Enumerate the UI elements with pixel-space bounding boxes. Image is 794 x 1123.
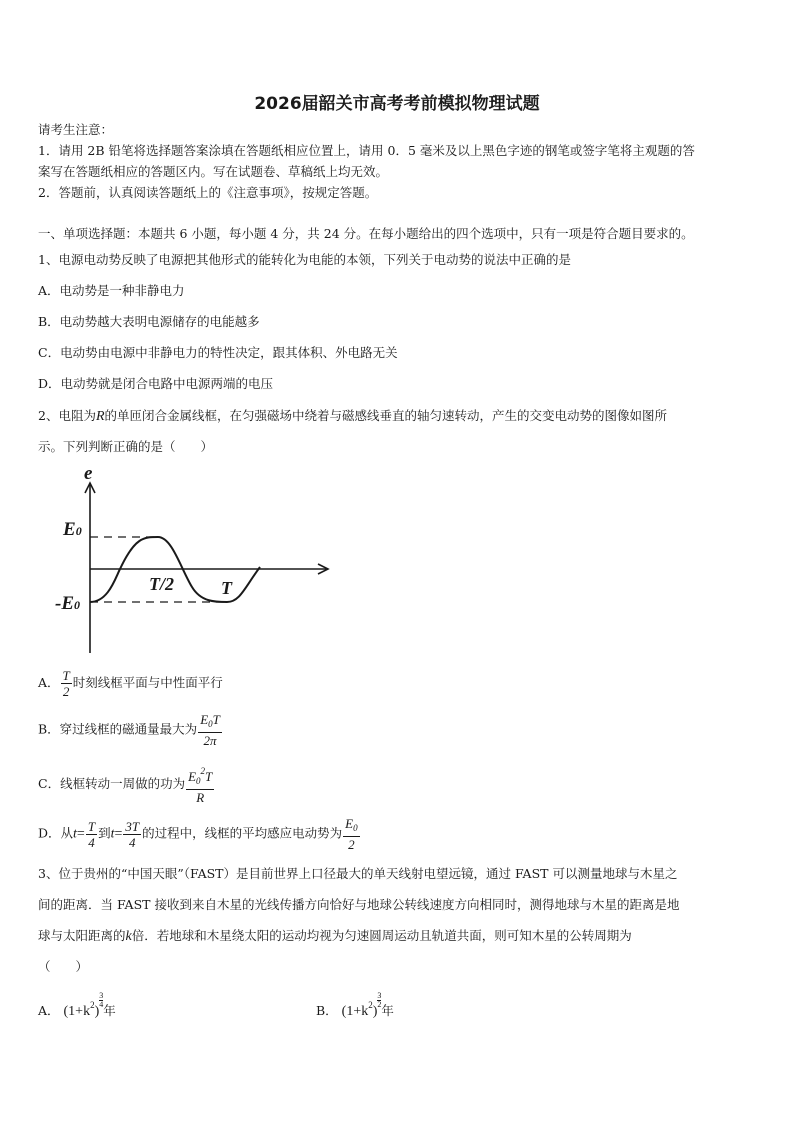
numerator: T bbox=[87, 818, 96, 834]
numerator bbox=[186, 764, 214, 790]
fraction bbox=[343, 816, 359, 852]
q2-stem-part: 2、电阻为 bbox=[38, 408, 96, 423]
e-letter: E bbox=[188, 769, 197, 784]
base: (1+k bbox=[341, 1004, 369, 1019]
q3-stem-line-3 bbox=[38, 926, 632, 945]
unit: 年 bbox=[103, 1003, 116, 1018]
q3-option-b bbox=[316, 992, 394, 1020]
notice-heading: 请考生注意： bbox=[38, 122, 114, 137]
equals-sign: = bbox=[114, 826, 123, 842]
close-paren: ) bbox=[372, 1004, 378, 1019]
denominator: 2 bbox=[62, 684, 70, 699]
q1-option-c: C．电动势由电源中非静电力的特性决定，跟其体积、外电路无关 bbox=[38, 345, 398, 360]
numerator: 3T bbox=[125, 818, 140, 834]
numerator bbox=[343, 816, 359, 837]
denominator: 4 bbox=[128, 834, 136, 850]
subscript: 0 bbox=[196, 776, 201, 786]
q1-stem: 1、电源电动势反映了电源把其他形式的能转化为电能的本领，下列关于电动势的说法中正确的是 bbox=[38, 252, 571, 267]
fraction bbox=[123, 819, 141, 850]
option-prefix: A． bbox=[38, 1003, 60, 1018]
q1-option-a: A．电动势是一种非静电力 bbox=[38, 283, 185, 298]
e-letter: E bbox=[345, 816, 354, 831]
expression bbox=[63, 991, 104, 1019]
option-prefix: C．线框转动一周做的功为 bbox=[38, 776, 186, 791]
q3-stem-part: 倍．若地球和木星绕太阳的运动均视为匀速圆周运动且轨道共面，则可知木星的公转周期为 bbox=[131, 928, 632, 943]
fraction bbox=[186, 764, 214, 805]
numerator: T bbox=[62, 668, 70, 683]
e0-letter: E bbox=[63, 519, 76, 540]
q3-var-k: k bbox=[125, 929, 132, 944]
q2-option-b bbox=[38, 712, 223, 748]
superscript: 2 bbox=[200, 766, 206, 776]
q2-option-c bbox=[38, 764, 215, 805]
emf-graph bbox=[55, 465, 345, 655]
e0-label bbox=[63, 519, 82, 541]
equals-sign: = bbox=[76, 826, 85, 842]
close-paren: ) bbox=[94, 1004, 100, 1019]
superscript: 2 bbox=[368, 1000, 373, 1010]
denominator: 4 bbox=[99, 1000, 104, 1009]
t-letter: T bbox=[212, 712, 220, 727]
unit: 年 bbox=[381, 1003, 394, 1018]
q2-var-r: R bbox=[95, 409, 105, 424]
base: (1+k bbox=[63, 1004, 91, 1019]
fraction bbox=[61, 668, 72, 699]
q3-stem-line-1: 3、位于贵州的“中国天眼”（FAST）是目前世界上口径最大的单天线射电望远镜，通过 FAST 可以测量地球与木星之 bbox=[38, 866, 678, 881]
denominator: 2 bbox=[348, 837, 355, 852]
notice-item-1-line-2: 案写在答题纸相应的答题区内。写在试题卷、草稿纸上均无效。 bbox=[38, 164, 389, 179]
section-heading: 一、单项选择题：本题共 6 小题，每小题 4 分，共 24 分。在每小题给出的四个选项中，只有一项是符合题目要求的。 bbox=[38, 226, 694, 241]
option-text: 的过程中，线框的平均感应电动势为 bbox=[142, 825, 343, 841]
q2-option-a bbox=[38, 668, 223, 699]
q3-stem-line-4: （ ） bbox=[38, 959, 89, 974]
q3-stem-part: 球与太阳距离的 bbox=[38, 928, 126, 943]
numerator: 3 bbox=[99, 991, 104, 1000]
neg-e0-letter: -E bbox=[55, 593, 74, 614]
option-prefix: A． bbox=[38, 675, 60, 690]
option-prefix: D．从 bbox=[38, 825, 74, 841]
q1-option-d: D．电动势就是闭合电路中电源两端的电压 bbox=[38, 376, 274, 391]
notice-item-2: 2．答题前，认真阅读答题纸上的《注意事项》，按规定答题。 bbox=[38, 185, 378, 200]
fraction bbox=[86, 819, 97, 850]
axis-e-label: e bbox=[84, 463, 93, 484]
q2-stem-part: 的单匝闭合金属线框，在匀强磁场中绕着与磁感线垂直的轴匀速转动，产生的交变电动势的图像如图所 bbox=[104, 408, 668, 423]
var-t: t bbox=[73, 826, 77, 842]
q1-option-b: B．电动势越大表明电源储存的电能越多 bbox=[38, 314, 260, 329]
q2-stem-line-1 bbox=[38, 406, 667, 425]
option-prefix: B．穿过线框的磁通量最大为 bbox=[38, 721, 198, 737]
subscript: 0 bbox=[353, 823, 358, 833]
fraction bbox=[198, 712, 222, 748]
option-prefix: B． bbox=[316, 1003, 338, 1018]
denominator: R bbox=[196, 790, 205, 805]
superscript: 2 bbox=[90, 1000, 95, 1010]
expression bbox=[341, 991, 382, 1019]
t-letter: T bbox=[205, 769, 213, 784]
e0-subscript: 0 bbox=[75, 524, 82, 538]
var-t: t bbox=[110, 826, 115, 842]
page-title: 2026届韶关市高考考前模拟物理试题 bbox=[254, 94, 540, 114]
notice-item-1-line-1: 1．请用 2B 铅笔将选择题答案涂填在答题纸相应位置上，请用 0．5 毫米及以上黑色字迹的钢笔或签字笔将主观题的答 bbox=[38, 143, 695, 158]
neg-e0-label bbox=[55, 593, 80, 615]
neg-e0-subscript: 0 bbox=[74, 598, 80, 612]
half-period-label: T/2 bbox=[149, 574, 174, 594]
numerator bbox=[198, 712, 222, 733]
q2-stem-line-2: 示。下列判断正确的是（ ） bbox=[38, 439, 214, 454]
q2-option-d bbox=[38, 816, 361, 852]
option-text: 时刻线框平面与中性面平行 bbox=[72, 675, 223, 690]
e-letter: E bbox=[200, 712, 209, 727]
denominator: 4 bbox=[88, 834, 95, 850]
subscript: 0 bbox=[208, 719, 213, 729]
denominator: 2π bbox=[203, 733, 217, 748]
denominator: 2 bbox=[377, 1000, 382, 1009]
to-word: 到 bbox=[98, 825, 111, 841]
numerator: 3 bbox=[377, 991, 382, 1000]
q3-stem-line-2: 间的距离．当 FAST 接收到来自木星的光线传播方向恰好与地球公转线速度方向相同时，测得地球与木星的距离是地 bbox=[38, 897, 680, 912]
period-label: T bbox=[221, 578, 232, 598]
q3-option-a bbox=[38, 992, 116, 1020]
